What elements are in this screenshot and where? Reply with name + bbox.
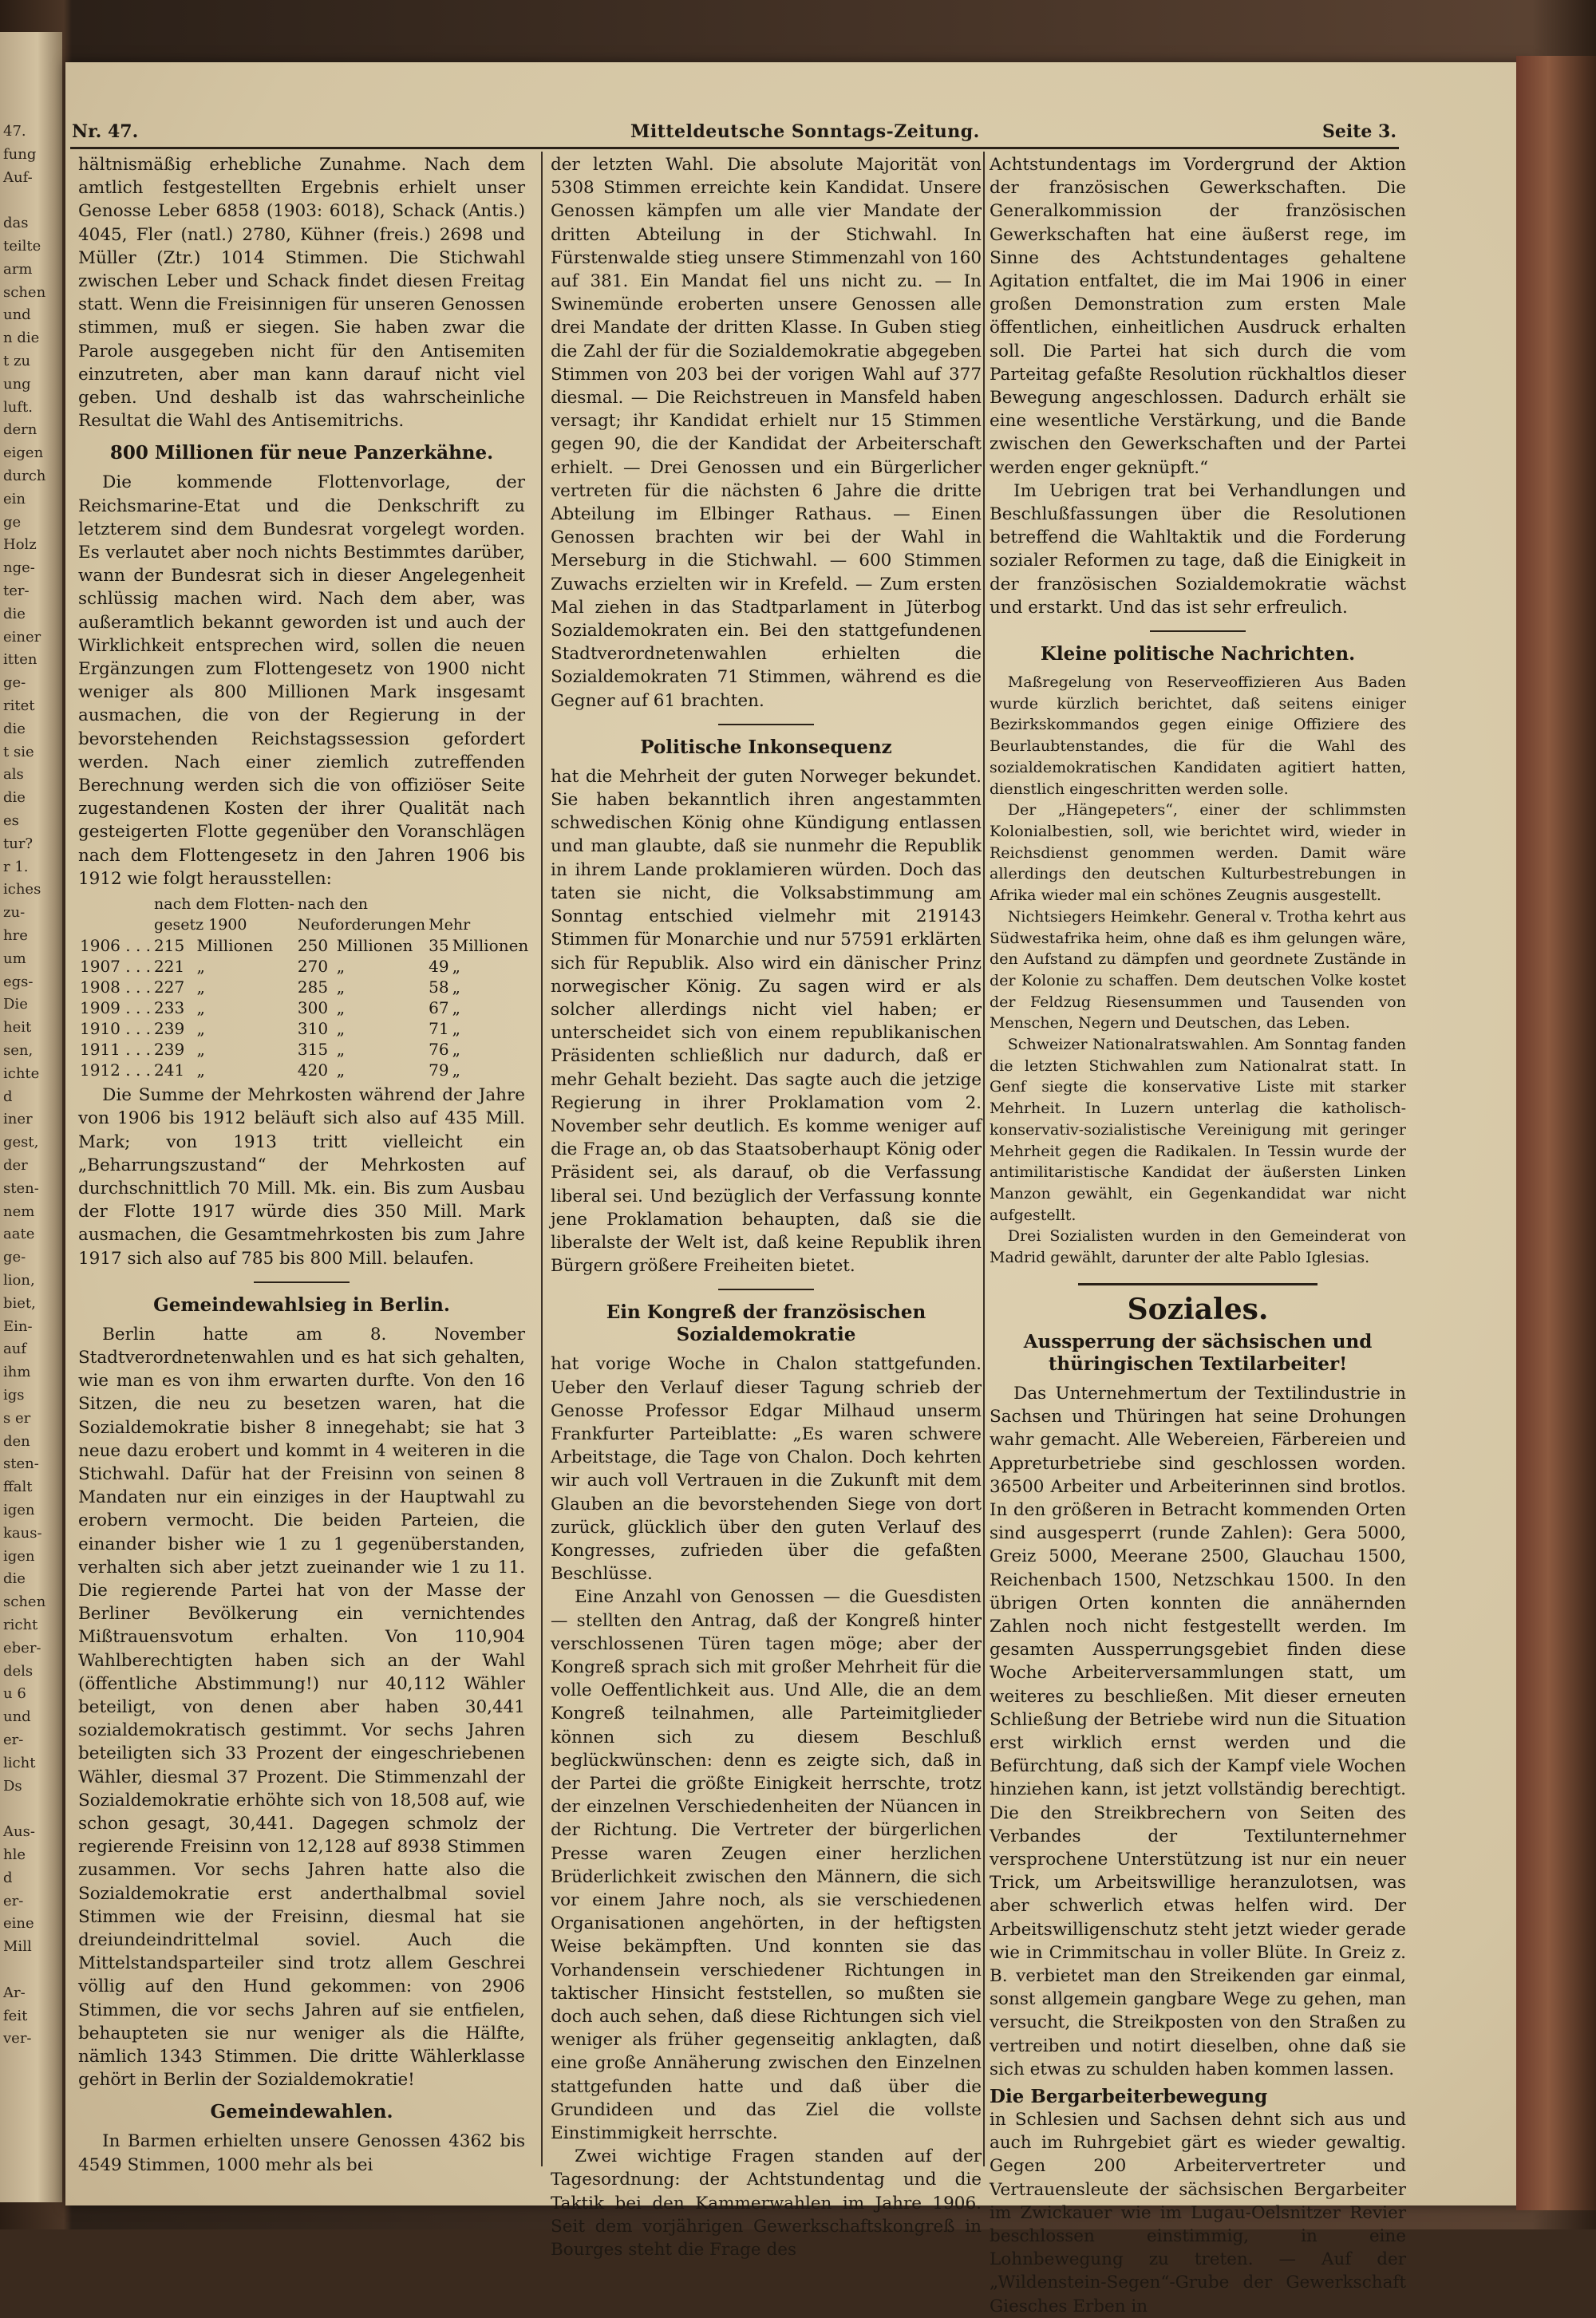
- left-page-fragment: Ar-: [3, 1984, 26, 2001]
- newspaper-title: Mitteldeutsche Sonntags-Zeitung.: [630, 121, 980, 142]
- table-cell: „: [452, 1060, 460, 1080]
- left-page-fragment: aate: [3, 1226, 35, 1243]
- column-1: [78, 153, 529, 2175]
- table-cell: „: [336, 957, 346, 977]
- left-page-fragment: Auf-: [3, 168, 33, 186]
- table-header-row: [78, 914, 530, 935]
- table-cell: Millionen: [196, 936, 274, 956]
- left-page-fragment: die: [3, 789, 26, 807]
- left-page-fragment: igen: [3, 1547, 35, 1565]
- headline-panzerkaehne: 800 Millionen für neue Panzerkähne.: [109, 442, 494, 464]
- article-text: Im Uebrigen trat bei Verhandlungen und Beschlußfassungen über die Resolutionen betreffend die Wahltaktik und die Forderung sozialer Reformen zu tage, daß die Einigkeit in der französischen Sozialdemokratie wächst und erstarkt. Und das ist sehr erfreulich.: [990, 480, 1406, 618]
- left-page-fragment: sten-: [3, 1455, 39, 1473]
- news-briefs: [990, 672, 1406, 1269]
- article-text: Die Summe der Mehrkosten während der Jahre von 1906 bis 1912 beläuft sich also auf 435 Mill. Mark; von 1913 tritt vielleicht ein „Beharrungszustand“ der Mehrkosten auf durchschnittlich 70 Mill. Mk. ein. Bis zum Ausbau der Flotte 1917 würde dies 350 Mill. Mark ausmachen, die Gesamtmehrkosten bis zum Jahre 1917 sich also auf 785 bis 800 Mill. belaufen.: [78, 1085, 525, 1269]
- table-cell: „: [336, 1019, 346, 1039]
- headline-aussperrung: Aussperrung der sächsischen und thüringischen Textilarbeiter!: [1023, 1330, 1373, 1375]
- news-item: Der „Hängepeters“, einer der schlimmsten Kolonialbestien, soll, wie berichtet wird, wieder in Reichsdienst genommen werden. Damit wäre allerdings den deutschen Kulturbestrebungen in Afrika wieder mal ein schönes Zeugnis ausgestellt.: [990, 801, 1406, 905]
- table-row: [78, 997, 530, 1018]
- left-page-fragment: kaus-: [3, 1524, 42, 1542]
- article-text: Die kommende Flottenvorlage, der Reichsmarine-Etat und die Denkschrift zu letzterem sind dem Bundesrat vorgelegt worden. Es verlautet aber noch nichts Bestimmtes darüber, wann der Bundesrat sich in dieser Angelegenheit schlüssig machen wird. Nach dem aber, was außeramtlich bekannt geworden ist und auch der Wirklichkeit entsprechen wird, sollen die neuen Ergänzungen zum Flottengesetz von 1900 nicht weniger als 800 Millionen Mark insgesamt ausmachen, die von der Regierung in der bevorstehenden Reichstagssession gefordert werden. Nach einer ziemlich zutreffenden Berechnung werden sich die von offiziöser Seite zugestandenen Kosten der ihrer Qualität nach gesteigerten Flotte gegenüber den Voranschlägen nach dem Flottengesetz in den Jahren 1906 bis 1912 wie folgt herausstellen:: [78, 472, 525, 889]
- left-page-fragment: nge-: [3, 559, 35, 577]
- article-text: Zwei wichtige Fragen standen auf der Tagesordnung: der Achtstundentag und die Taktik bei den Kammerwahlen im Jahre 1906. Seit dem vorjährigen Gewerkschaftskongreß in Bourges steht die Frage des: [551, 2146, 982, 2261]
- left-page-fragment: teilte: [3, 238, 41, 255]
- left-page-fragment: der: [3, 1157, 28, 1174]
- left-page-fragment: eine: [3, 1915, 34, 1933]
- left-page-fragment: u 6: [3, 1685, 26, 1703]
- table-cell: „: [336, 977, 346, 997]
- table-cell: 35: [429, 936, 449, 956]
- left-page-fragment: durch: [3, 468, 46, 484]
- table-cell: 67: [429, 998, 449, 1018]
- table-header: Neuforderungen: [297, 916, 426, 934]
- section-divider: [1078, 1283, 1317, 1285]
- left-page-fragment: das: [3, 215, 29, 232]
- table-cell: 221: [154, 957, 185, 977]
- article-text: hat vorige Woche in Chalon stattgefunden. Ueber den Verlauf dieser Tagung schrieb der Genosse Professor Edgar Milhaud unserm Frankfurter Parteiblatte: „Es waren schwere Arbeitstage, die Tage von Chalon. Doch kehrten wir auch voll Vertrauen in die Zukunft mit dem Glauben an die bevorstehenden Siege von dort zurück, glücklich über den guten Verlauf des Kongresses, zufrieden über die gefaßten Beschlüsse.: [551, 1354, 982, 1585]
- left-page-fragment: n die: [3, 330, 40, 347]
- table-cell: 71: [429, 1019, 449, 1039]
- table-cell: 58: [429, 977, 449, 997]
- left-page-fragment: Holz: [3, 536, 37, 554]
- column-rule-1: [541, 152, 543, 2166]
- table-cell: 239: [154, 1040, 185, 1060]
- left-page-fragment: d: [3, 1088, 13, 1105]
- left-page-fragment: einer: [3, 628, 41, 646]
- left-page-fragment: eigen: [3, 444, 44, 462]
- page-number: Seite 3.: [1321, 121, 1396, 142]
- headline-berlin: Gemeindewahlsieg in Berlin.: [153, 1293, 450, 1316]
- table-row: [78, 1060, 530, 1080]
- left-page-fragment: biet,: [3, 1294, 36, 1312]
- table-cell: 215: [154, 936, 185, 956]
- left-page-fragment: sen,: [3, 1042, 34, 1059]
- left-page-fragment: die: [3, 605, 26, 622]
- table-cell: 285: [297, 977, 329, 997]
- table-cell: „: [336, 998, 346, 1018]
- table-cell: 1909 . . .: [80, 998, 152, 1018]
- table-header-row: [78, 894, 530, 914]
- left-page-fragment: itten: [3, 651, 38, 669]
- table-header: nach dem Flotten-: [154, 895, 294, 914]
- left-page-fragment: dern: [3, 421, 38, 439]
- left-page-fragment: t zu: [3, 353, 31, 369]
- left-page-fragment: Aus-: [3, 1823, 35, 1841]
- left-page-fragment: nem: [3, 1202, 35, 1220]
- left-page-fragment: und: [3, 306, 31, 324]
- left-page-fragment: schen: [3, 283, 46, 301]
- left-page-fragment: die: [3, 1570, 26, 1588]
- table-header: gesetz 1900: [154, 916, 247, 934]
- article-text: Das Unternehmertum der Textilindustrie in Sachsen und Thüringen hat seine Drohungen wahr gemacht. Alle Webereien, Färbereien und Appreturbetriebe sind geschlossen worden. 36500 Arbeiter und Arbeiterinnen sind brotlos. In den größeren in Betracht kommenden Orten sind ausgesperrt (runde Zahlen): Gera 5000, Greiz 5000, Meerane 2500, Glauchau 1500, Reichenbach 1500, Netzschkau 1500. In den übrigen Orten konnten die annähernden Zahlen noch nicht festgestellt werden. Im gesamten Aussperrungsgebiet finden diese Woche Arbeiterversammlungen statt, um weiteres zu beschließen. Mit dieser erneuten Schließung der Betriebe wird nun die Situation erst wirklich ernst werden und die Befürchtung, daß sich der Kampf viele Wochen hinziehen kann, ist jetzt vollständig berechtigt. Die den Streikbrechern von Seiten des Verbandes der Textilunternehmer versprochene Unterstützung ist nur ein neuer Trick, um Arbeitswillige heranzulotsen, was aber schwerlich etwas helfen wird. Der Arbeitswilligenschutz steht jetzt wieder gerade wie in Crimmitschau in voller Blüte. In Greiz z. B. verbietet man den Streikenden gar einmal, sonst allgemein gangbare Wege zu gehen, man versucht, die Streikposten von den Straßen zu vertreiben und notirt dieselben, ohne daß sie sich etwas zu schulden haben kommen lassen.: [990, 1383, 1406, 2079]
- left-page-fragment: ichte: [3, 1064, 40, 1082]
- left-page-fragment: r 1.: [3, 858, 29, 875]
- column-2: [551, 153, 982, 2261]
- article-text: Eine Anzahl von Genossen — die Guesdisten — stellten den Antrag, daß der Kongreß hinter verschlossenen Türen tagen möge; aber der Kongreß sprach sich mit großer Mehrheit für die volle Oeffentlichkeit aus. Und Alle, die an dem Kongreß teilnahmen, alle Parteimitglieder können sich zu diesem Beschluß beglückwünschen: denn es zeigte sich, daß in der Partei die größte Einigkeit herrschte, trotz der einzelnen Verschiedenheiten der Nüancen in der Richtung. Die Vertreter der bürgerlichen Presse waren Zeugen einer herzlichen Brüderlichkeit zwischen den Männern, die sich vor einem Jahre noch, als sie verschiedenen Organisationen angehörten, in der heftigsten Weise bekämpften. Und konnten sie das Vorhandensein verschiedener Richtungen in taktischer Hinsicht feststellen, so mußten sie doch auch sehen, daß diese Richtungen sich viel weniger als früher gegenseitig anklagten, daß eine große Annäherung zwischen den Einzelnen stattgefunden hatte und daß über die Grundideen und das Ziel die vollste Einstimmigkeit herrschte.: [551, 1587, 982, 2144]
- table-cell: 79: [429, 1060, 449, 1080]
- left-page-fragment: Mill: [3, 1938, 32, 1956]
- left-page-fragment: ritet: [3, 697, 35, 714]
- left-page-edge: [0, 32, 62, 2202]
- news-item: Maßregelung von Reserveoffizieren Aus Baden wurde kürzlich berichtet, daß seitens einiger Bezirkskommandos gegen einige Offiziere des Beurlaubtenstandes, die für die Wahl des sozialdemokratischen Kandidaten agitiert hatten, dienstlich eingeschritten werden solle.: [990, 673, 1406, 798]
- table-cell: 1908 . . .: [80, 977, 152, 997]
- left-page-fragment: gest,: [3, 1134, 39, 1151]
- left-page-fragment: egs-: [3, 973, 34, 990]
- article-text: Berlin hatte am 8. November Stadtverordnetenwahlen und es hat sich gehalten, wie man es von ihm erwarten durfte. Von den 16 Sitzen, die neu zu besetzen waren, hat die Sozialdemokratie bisher 8 innegehabt; sie hat 3 neue dazu erobert und kommt in 4 weiteren in die Stichwahl. Dafür hat der Freisinn von seinen 8 Mandaten nur ein einziges in der Hauptwahl zu erobern vermocht. Die beiden Parteien, die einander bisher wie 1 zu 1 gegenüberstanden, verhalten sich aber jetzt zueinander wie 1 zu 11. Die regierende Partei hat von der Masse der Berliner Bevölkerung ein vernichtendes Mißtrauensvotum erhalten. Von 110,904 Wahlberechtigten haben sich an der Wahl (öffentliche Abstimmung!) nur 40,112 Wähler beteiligt, von denen aber haben 30,441 sozialdemokratisch gestimmt. Vor sechs Jahren beteiligten sich 33 Prozent der eingeschriebenen Wähler, diesmal 37 Prozent. Die Stimmenzahl der Sozialdemokratie erhöhte sich von 18,508 auf, wie schon gesagt, 30,441. Dagegen schmolz der regierende Freisinn von 12,128 auf 8938 Stimmen zusammen. Vor sechs Jahren hatte also die Sozialdemokratie erst anderthalbmal soviel Stimmen wie der Freisinn, diesmal hat sie dreiundeindrittelmal soviel. Auch die Mittelstandsparteiler sind trotz allem Geschrei völlig auf den Hund gekommen: von 2906 Stimmen, die vor sechs Jahren auf sie entfielen, behaupteten sie nur weniger als die Hälfte, nämlich 1343 Stimmen. Die dritte Wählerklasse gehört in Berlin der Sozialdemokratie!: [78, 1324, 525, 2091]
- divider: [254, 1281, 350, 1283]
- table-cell: 227: [154, 977, 185, 997]
- table-cell: „: [452, 998, 460, 1018]
- left-page-fragment: schen: [3, 1593, 46, 1611]
- table-cell: „: [452, 977, 460, 997]
- book-spine: [1516, 56, 1596, 2210]
- left-page-fragment: ffalt: [3, 1479, 33, 1496]
- left-page-fragment: t sie: [3, 743, 34, 760]
- left-page-fragment: igen: [3, 1502, 35, 1518]
- left-page-fragment: richt: [3, 1617, 38, 1633]
- left-page-fragment: iner: [3, 1111, 33, 1128]
- left-page-fragment: lion,: [3, 1272, 35, 1289]
- left-page-fragment: tur?: [3, 835, 34, 852]
- article-text: In Barmen erhielten unsere Genossen 4362 bis 4549 Stimmen, 1000 mehr als bei: [78, 2131, 525, 2175]
- news-item: Schweizer Nationalratswahlen. Am Sonntag fanden die letzten Stichwahlen zum Nationalrat statt. In Genf siegte die konservative Liste mit starker Mehrheit. In Luzern unterlag die katholisch-konservativ-sozialistische Vereinigung mit geringer Mehrheit gegen die Radikalen. In Tessin wurde der antimilitaristische Kandidat der äußersten Linken Manzon gewählt, ein Gegenkandidat war nicht aufgestellt.: [990, 1036, 1406, 1224]
- left-page-fragment: eber-: [3, 1639, 41, 1657]
- table-cell: „: [336, 1060, 346, 1080]
- table-cell: „: [336, 1040, 346, 1060]
- left-page-fragment: ge-: [3, 674, 26, 692]
- article-text: hältnismäßig erhebliche Zunahme. Nach dem amtlich festgestellten Ergebnis erhielt unser Genosse Leber 6858 (1903: 6018), Schack (Antis.) 4045, Fler (natl.) 2780, Kühner (freis.) 2698 und Müller (Ztr.) 1014 Stimmen. Die Stichwahl zwischen Leber und Schack findet diesen Freitag statt. Wenn die Freisinnigen für unseren Genossen stimmen, muß er siegen. Sie haben zwar die Parole ausgegeben nicht für den Antisemiten einzutreten, aber man kann darauf nicht viel geben. Und deshalb ist das wahrscheinliche Resultat die Wahl des Antisemitrichs.: [78, 155, 525, 432]
- table-cell: 270: [297, 957, 329, 977]
- table-cell: 250: [297, 936, 329, 956]
- table-cell: 49: [429, 957, 449, 977]
- left-page-fragment: ihm: [3, 1364, 31, 1381]
- left-page-fragment: ge: [3, 513, 22, 531]
- left-page-fragment: s er: [3, 1409, 31, 1427]
- header-rule: [70, 147, 1399, 149]
- table-cell: 1907 . . .: [80, 957, 152, 977]
- left-page-fragment: feit: [3, 2007, 28, 2024]
- left-page-fragment: ver-: [3, 2030, 32, 2048]
- left-page-fragment: ter-: [3, 582, 30, 599]
- table-cell: „: [196, 1060, 205, 1080]
- table-cell: „: [452, 1019, 460, 1039]
- page-header: [72, 121, 1396, 145]
- table-cell: „: [452, 1040, 460, 1060]
- left-page-fragment: ge-: [3, 1249, 26, 1266]
- table-cell: „: [196, 977, 205, 997]
- left-page-fragment: auf: [3, 1341, 26, 1358]
- left-page-fragment: Die: [3, 996, 28, 1013]
- table-cell: Millionen: [452, 936, 529, 956]
- table-row: [78, 977, 530, 997]
- section-title-soziales: Soziales.: [1127, 1292, 1269, 1326]
- left-page-fragment: ung: [3, 375, 31, 393]
- table-cell: 76: [429, 1040, 449, 1060]
- column-rule-2: [983, 152, 985, 2166]
- table-cell: „: [196, 1019, 205, 1039]
- left-page-fragment: igs: [3, 1387, 25, 1404]
- divider: [718, 1289, 814, 1290]
- issue-number: Nr. 47.: [72, 121, 139, 142]
- table-row: [78, 935, 530, 956]
- article-text: der letzten Wahl. Die absolute Majorität von 5308 Stimmen erreichte kein Kandidat. Unsere Genossen kämpfen um alle vier Mandate der dritten Abteilung in der Stichwahl. In Fürstenwalde stieg unsere Stimmenzahl von 160 auf 381. Ein Mandat fiel uns nicht zu. — In Swinemünde eroberten unsere Genossen alle drei Mandate der dritten Klasse. In Guben stieg die Zahl der für die Sozialdemokratie abgegeben Stimmen von 203 bei der vorigen Wahl auf 377 diesmal. — Die Reichstreuen in Mansfeld haben versagt; ihr Kandidat erhielt nur 15 Stimmen gegen 90, die der Kandidat der Arbeiterschaft erhielt. — Drei Genossen und ein Bürgerlicher vertreten für die nächsten 6 Jahre die dritte Abteilung im Elbinger Rathaus. — Einen Genossen brachten wir bei der Wahl in Merseburg in die Stichwahl. — 600 Stimmen Zuwachs erzielten wir in Krefeld. — Zum ersten Mal ziehen in das Stadtparlament in Jüterbog Sozialdemokraten ein. Bei den stattgefundenen Stadtverordnetenwahlen erhielten die Sozialdemokraten 71 Stimmen, während es die Gegner auf 61 brachten.: [551, 155, 982, 711]
- left-page-fragment: d: [3, 1869, 13, 1886]
- left-page-fragment: fung: [3, 145, 37, 163]
- headline-bergarbeiter: Die Bergarbeiterbewegung: [990, 2086, 1268, 2108]
- left-page-fragment: als: [3, 766, 24, 784]
- table-cell: „: [196, 1040, 205, 1060]
- left-page-fragment: die: [3, 720, 26, 737]
- headline-gemeindewahlen: Gemeindewahlen.: [210, 2101, 393, 2123]
- table-cell: 315: [297, 1040, 329, 1060]
- news-item: Drei Sozialisten wurden in den Gemeinderat von Madrid gewählt, darunter der alte Pablo Iglesias.: [990, 1227, 1406, 1267]
- table-cell: „: [452, 957, 460, 977]
- news-item: Nichtsiegers Heimkehr. General v. Trotha kehrt aus Südwestafrika heim, ohne daß es ihm gelungen wäre, den Aufstand zu dämpfen und geordnete Zustände in der Kolonie zu schaffen. Dem deutschen Volke kostet der Feldzug Riesensummen und Tausenden von Menschen, Negern und Deutschen, das Leben.: [990, 907, 1406, 1033]
- left-page-fragment: sten-: [3, 1179, 39, 1197]
- headline-kongress: Ein Kongreß der französischen Sozialdemokratie: [606, 1301, 926, 1346]
- table-header: nach den: [297, 895, 369, 914]
- table-cell: 420: [297, 1060, 329, 1080]
- table-row: [78, 1018, 530, 1039]
- table-row: [78, 956, 530, 977]
- table-cell: 1911 . . .: [80, 1040, 152, 1060]
- left-page-fragment: den: [3, 1432, 30, 1450]
- article-text: hat die Mehrheit der guten Norweger bekundet. Sie haben bekanntlich ihren angestammten schwedischen König ohne Kündigung entlassen und man glaubte, daß sie nunmehr die Republik in ihrem Lande proklamieren würden. Doch das taten sie nicht, die Volksabstimmung am Sonntag entschied vielmehr mit 219143 Stimmen für Monarchie und nur 57591 erklärten sich für Republik. Also wird ein dänischer Prinz norwegischer König. Zu sagen wird er als solcher allerdings nicht viel haben; er unterscheidet sich von einem republikanischen Präsidenten schließlich nur dadurch, daß er mehr Gehalt bezieht. Das sagte auch die jetzige Regierung in ihrer Proklamation vom 2. November sehr deutlich. Es komme weniger auf die Frage an, ob das Staatsoberhaupt König oder Präsident sei, als darauf, ob die Verfassung liberal sei. Und bezüglich der Verfassung konnte jene Proklamation behaupten, daß sie die liberalste der Welt ist, daß keine Republik ihren Bürgern größere Freiheiten bietet.: [551, 766, 982, 1277]
- divider: [1150, 630, 1246, 632]
- fleet-cost-table: [78, 894, 530, 1080]
- table-cell: Millionen: [336, 936, 413, 956]
- table-cell: 1906 . . .: [80, 936, 152, 956]
- table-cell: „: [196, 998, 205, 1018]
- left-page-fragment: iches: [3, 881, 41, 898]
- left-page-fragment: 47.: [3, 123, 26, 140]
- table-cell: 1910 . . .: [80, 1019, 152, 1039]
- left-page-fragment: Ds: [3, 1777, 22, 1795]
- left-page-fragment: um: [3, 950, 26, 967]
- left-page-fragment: und: [3, 1708, 31, 1726]
- table-cell: „: [196, 957, 205, 977]
- left-page-fragment: Ein-: [3, 1317, 33, 1335]
- left-page-fragment: heit: [3, 1019, 32, 1037]
- article-text: in Schlesien und Sachsen dehnt sich aus und auch im Ruhrgebiet gärt es wieder gewaltig. Gegen 200 Arbeitervertreter und Vertrauensleute der sächsischen Bergarbeiter im Zwickauer wie im Lugau-Oelsnitzer Revier beschlossen einstimmig, in eine Lohnbewegung zu treten. — Auf der „Wildenstein-Segen“-Grube der Gewerkschaft Giesches Erben in: [990, 2110, 1406, 2316]
- left-page-fragment: es: [3, 812, 19, 829]
- left-page-fragment: luft.: [3, 398, 33, 416]
- headline-kleine-nachrichten: Kleine politische Nachrichten.: [1040, 643, 1356, 665]
- table-cell: 233: [154, 998, 185, 1018]
- divider: [718, 724, 814, 725]
- table-cell: 241: [154, 1060, 185, 1080]
- left-page-fragment: licht: [3, 1754, 36, 1771]
- left-page-fragment: hre: [3, 927, 28, 944]
- left-page-fragment: arm: [3, 260, 33, 278]
- left-page-fragment: dels: [3, 1662, 34, 1680]
- left-page-fragment: er-: [3, 1732, 24, 1748]
- table-header: Mehr: [429, 916, 471, 934]
- table-cell: 239: [154, 1019, 185, 1039]
- table-cell: 310: [297, 1019, 329, 1039]
- left-page-fragment: ein: [3, 490, 26, 507]
- left-page-fragment: er-: [3, 1892, 24, 1909]
- article-text: Achtstundentags im Vordergrund der Aktion der französischen Gewerkschaften. Die Generalkommission der französischen Gewerkschaften hat eine äußerst rege, im Sinne des Achtstundentages gehaltene Agitation entfaltet, die im Mai 1906 in einer großen Demonstration zum ersten Male öffentlichen, einheitlichen Ausdruck erhalten soll. Die Partei hat sich durch die vom Parteitag gefaßte Resolution rückhaltlos dieser Bewegung angeschlossen. Dadurch erhält sie eine wesentliche Verstärkung, und die Bande zwischen den Gewerkschaften und der Partei werden enger geknüpft.“: [990, 155, 1406, 478]
- left-page-fragment: zu-: [3, 904, 26, 922]
- table-cell: 300: [297, 998, 329, 1018]
- left-page-fragment: hle: [3, 1846, 26, 1863]
- table-cell: 1912 . . .: [80, 1060, 152, 1080]
- column-3: [990, 153, 1406, 2316]
- headline-inkonsequenz: Politische Inkonsequenz: [640, 736, 892, 758]
- table-row: [78, 1039, 530, 1060]
